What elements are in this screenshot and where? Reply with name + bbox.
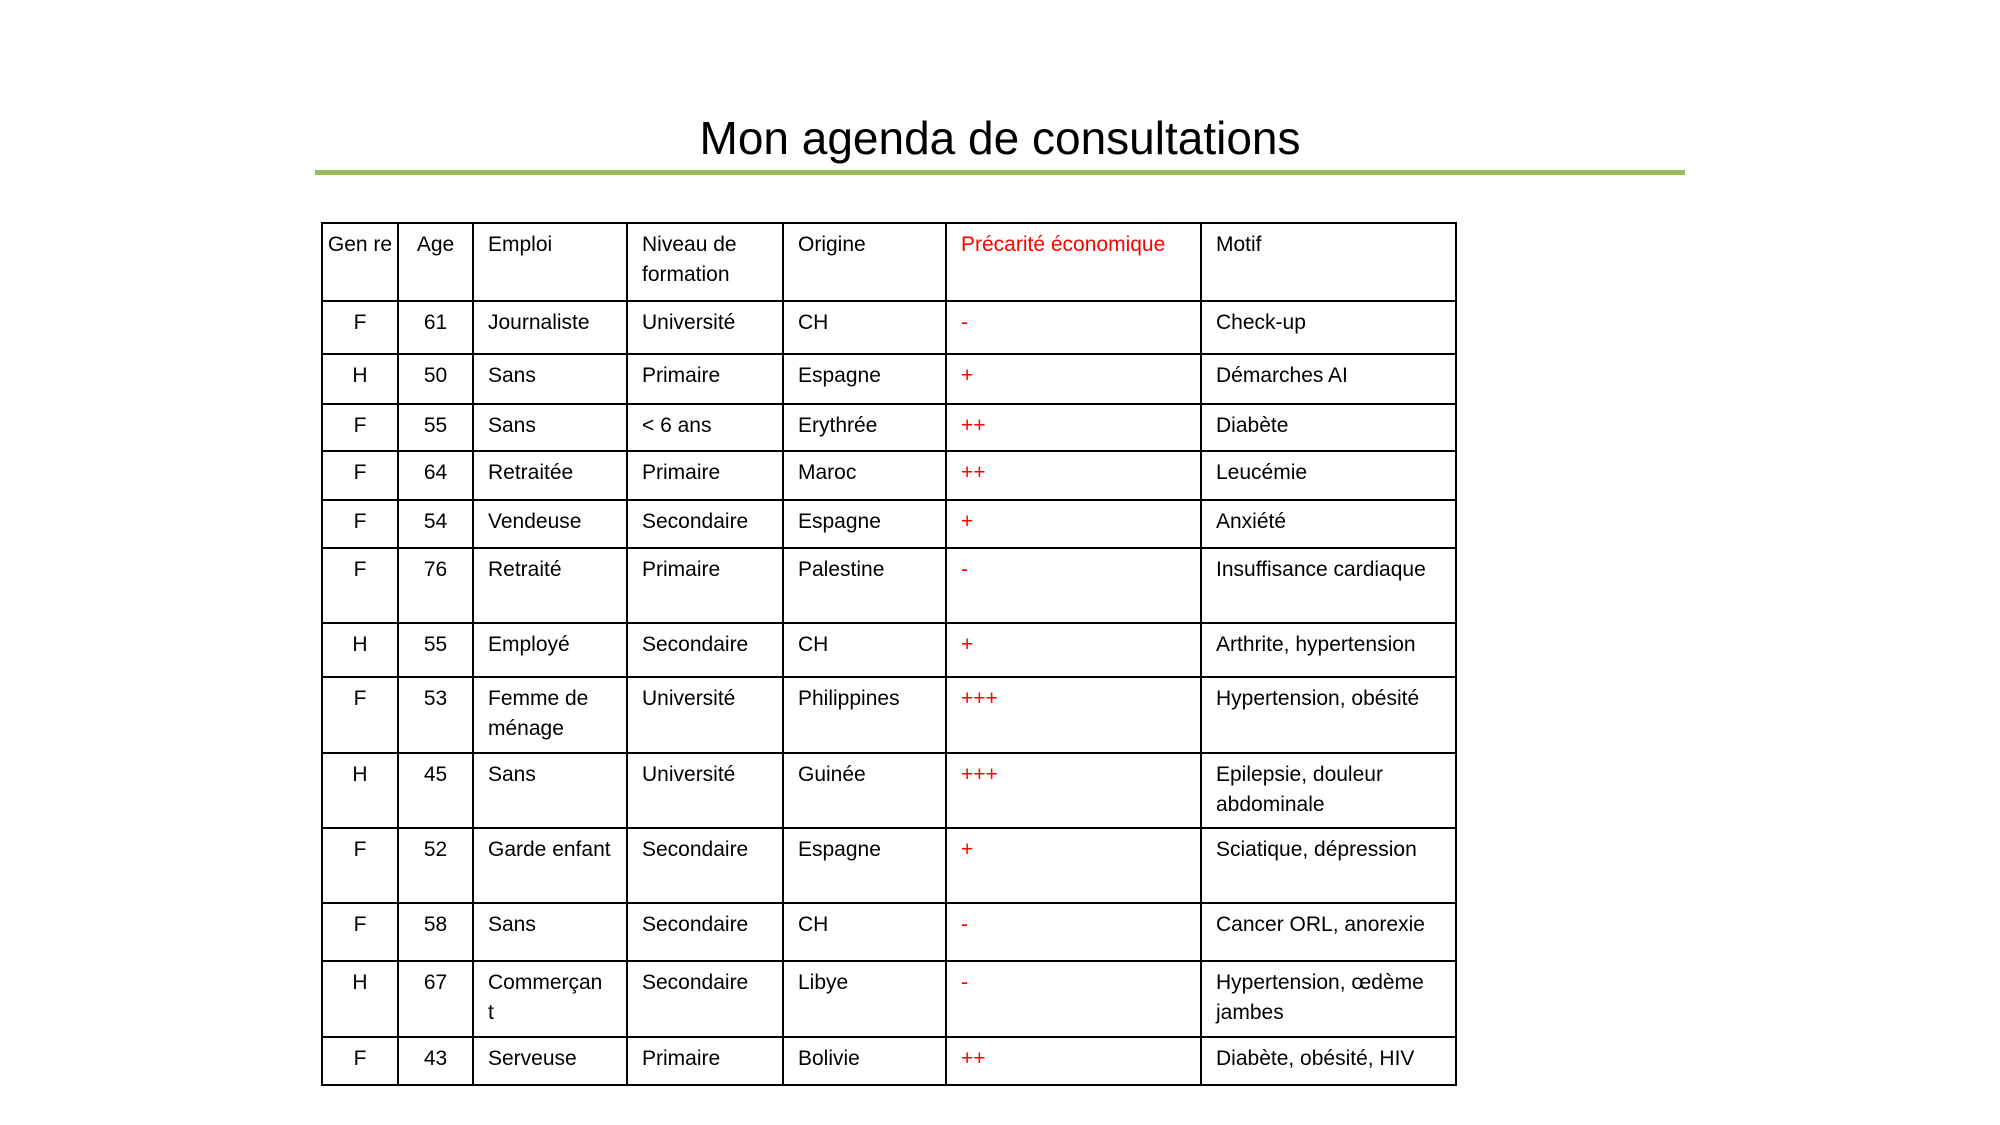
cell-motif: Epilepsie, douleur abdominale	[1201, 753, 1456, 828]
cell-genre: F	[322, 677, 398, 753]
cell-precarite: -	[946, 301, 1201, 354]
cell-origine: CH	[783, 623, 946, 677]
cell-genre: H	[322, 753, 398, 828]
cell-emploi: Sans	[473, 903, 627, 961]
cell-emploi: Sans	[473, 753, 627, 828]
cell-origine: Guinée	[783, 753, 946, 828]
cell-genre: F	[322, 1037, 398, 1085]
cell-emploi: Retraité	[473, 548, 627, 623]
cell-motif: Insuffisance cardiaque	[1201, 548, 1456, 623]
cell-motif: Hypertension, œdème jambes	[1201, 961, 1456, 1037]
cell-emploi: Serveuse	[473, 1037, 627, 1085]
cell-motif: Hypertension, obésité	[1201, 677, 1456, 753]
header-niveau-formation: Niveau de formation	[627, 223, 783, 301]
table-row	[322, 828, 1456, 903]
cell-age: 45	[398, 753, 473, 828]
cell-age: 67	[398, 961, 473, 1037]
cell-origine: Libye	[783, 961, 946, 1037]
table-row	[322, 451, 1456, 500]
cell-origine: CH	[783, 903, 946, 961]
cell-niveau-formation: Secondaire	[627, 828, 783, 903]
table-row	[322, 961, 1456, 1037]
header-motif: Motif	[1201, 223, 1456, 301]
cell-emploi: Sans	[473, 354, 627, 404]
cell-precarite: +	[946, 828, 1201, 903]
cell-genre: F	[322, 301, 398, 354]
cell-precarite: +	[946, 500, 1201, 548]
cell-precarite: -	[946, 961, 1201, 1037]
table-row	[322, 623, 1456, 677]
cell-origine: Erythrée	[783, 404, 946, 451]
cell-motif: Démarches AI	[1201, 354, 1456, 404]
cell-precarite: ++	[946, 404, 1201, 451]
cell-precarite: ++	[946, 1037, 1201, 1085]
cell-age: 55	[398, 623, 473, 677]
cell-niveau-formation: Primaire	[627, 548, 783, 623]
cell-origine: Espagne	[783, 828, 946, 903]
header-genre: Gen re	[322, 223, 398, 301]
cell-age: 58	[398, 903, 473, 961]
cell-age: 76	[398, 548, 473, 623]
cell-niveau-formation: Université	[627, 301, 783, 354]
cell-origine: Espagne	[783, 500, 946, 548]
cell-emploi: Journaliste	[473, 301, 627, 354]
cell-genre: F	[322, 500, 398, 548]
header-precarite-economique: Précarité économique	[946, 223, 1201, 301]
cell-niveau-formation: Primaire	[627, 451, 783, 500]
cell-age: 55	[398, 404, 473, 451]
cell-age: 53	[398, 677, 473, 753]
table-row	[322, 753, 1456, 828]
cell-precarite: +++	[946, 677, 1201, 753]
table-row	[322, 548, 1456, 623]
cell-niveau-formation: Secondaire	[627, 500, 783, 548]
cell-niveau-formation: Université	[627, 753, 783, 828]
cell-precarite: ++	[946, 451, 1201, 500]
cell-niveau-formation: Primaire	[627, 1037, 783, 1085]
cell-niveau-formation: Primaire	[627, 354, 783, 404]
cell-age: 61	[398, 301, 473, 354]
cell-niveau-formation: Secondaire	[627, 623, 783, 677]
cell-niveau-formation: Secondaire	[627, 903, 783, 961]
cell-precarite: -	[946, 548, 1201, 623]
cell-emploi: Femme de ménage	[473, 677, 627, 753]
cell-genre: F	[322, 903, 398, 961]
cell-emploi: Sans	[473, 404, 627, 451]
cell-niveau-formation: < 6 ans	[627, 404, 783, 451]
cell-emploi: Employé	[473, 623, 627, 677]
cell-motif: Diabète, obésité, HIV	[1201, 1037, 1456, 1085]
cell-age: 52	[398, 828, 473, 903]
cell-genre: H	[322, 961, 398, 1037]
cell-motif: Leucémie	[1201, 451, 1456, 500]
cell-origine: CH	[783, 301, 946, 354]
table-row	[322, 500, 1456, 548]
header-origine: Origine	[783, 223, 946, 301]
cell-origine: Maroc	[783, 451, 946, 500]
cell-precarite: +	[946, 623, 1201, 677]
cell-precarite: -	[946, 903, 1201, 961]
cell-genre: F	[322, 828, 398, 903]
header-emploi: Emploi	[473, 223, 627, 301]
consultations-table	[321, 222, 1457, 1086]
table-row	[322, 404, 1456, 451]
page-title: Mon agenda de consultations	[699, 112, 1301, 164]
table-row	[322, 301, 1456, 354]
cell-origine: Espagne	[783, 354, 946, 404]
title-underline-divider	[315, 170, 1685, 175]
cell-genre: H	[322, 354, 398, 404]
header-age: Age	[398, 223, 473, 301]
cell-motif: Arthrite, hypertension	[1201, 623, 1456, 677]
cell-niveau-formation: Secondaire	[627, 961, 783, 1037]
cell-emploi: Commerçan t	[473, 961, 627, 1037]
cell-niveau-formation: Université	[627, 677, 783, 753]
cell-age: 64	[398, 451, 473, 500]
table-row	[322, 903, 1456, 961]
cell-emploi: Vendeuse	[473, 500, 627, 548]
table-row	[322, 354, 1456, 404]
cell-genre: F	[322, 404, 398, 451]
cell-origine: Philippines	[783, 677, 946, 753]
cell-motif: Check-up	[1201, 301, 1456, 354]
cell-motif: Sciatique, dépression	[1201, 828, 1456, 903]
cell-genre: F	[322, 451, 398, 500]
cell-emploi: Retraitée	[473, 451, 627, 500]
cell-origine: Bolivie	[783, 1037, 946, 1085]
cell-motif: Cancer ORL, anorexie	[1201, 903, 1456, 961]
table-row	[322, 1037, 1456, 1085]
cell-genre: F	[322, 548, 398, 623]
cell-age: 54	[398, 500, 473, 548]
cell-age: 50	[398, 354, 473, 404]
cell-motif: Anxiété	[1201, 500, 1456, 548]
cell-genre: H	[322, 623, 398, 677]
table-header-row	[322, 223, 1456, 301]
cell-age: 43	[398, 1037, 473, 1085]
cell-emploi: Garde enfant	[473, 828, 627, 903]
cell-precarite: +	[946, 354, 1201, 404]
cell-origine: Palestine	[783, 548, 946, 623]
table-row	[322, 677, 1456, 753]
cell-motif: Diabète	[1201, 404, 1456, 451]
cell-precarite: +++	[946, 753, 1201, 828]
